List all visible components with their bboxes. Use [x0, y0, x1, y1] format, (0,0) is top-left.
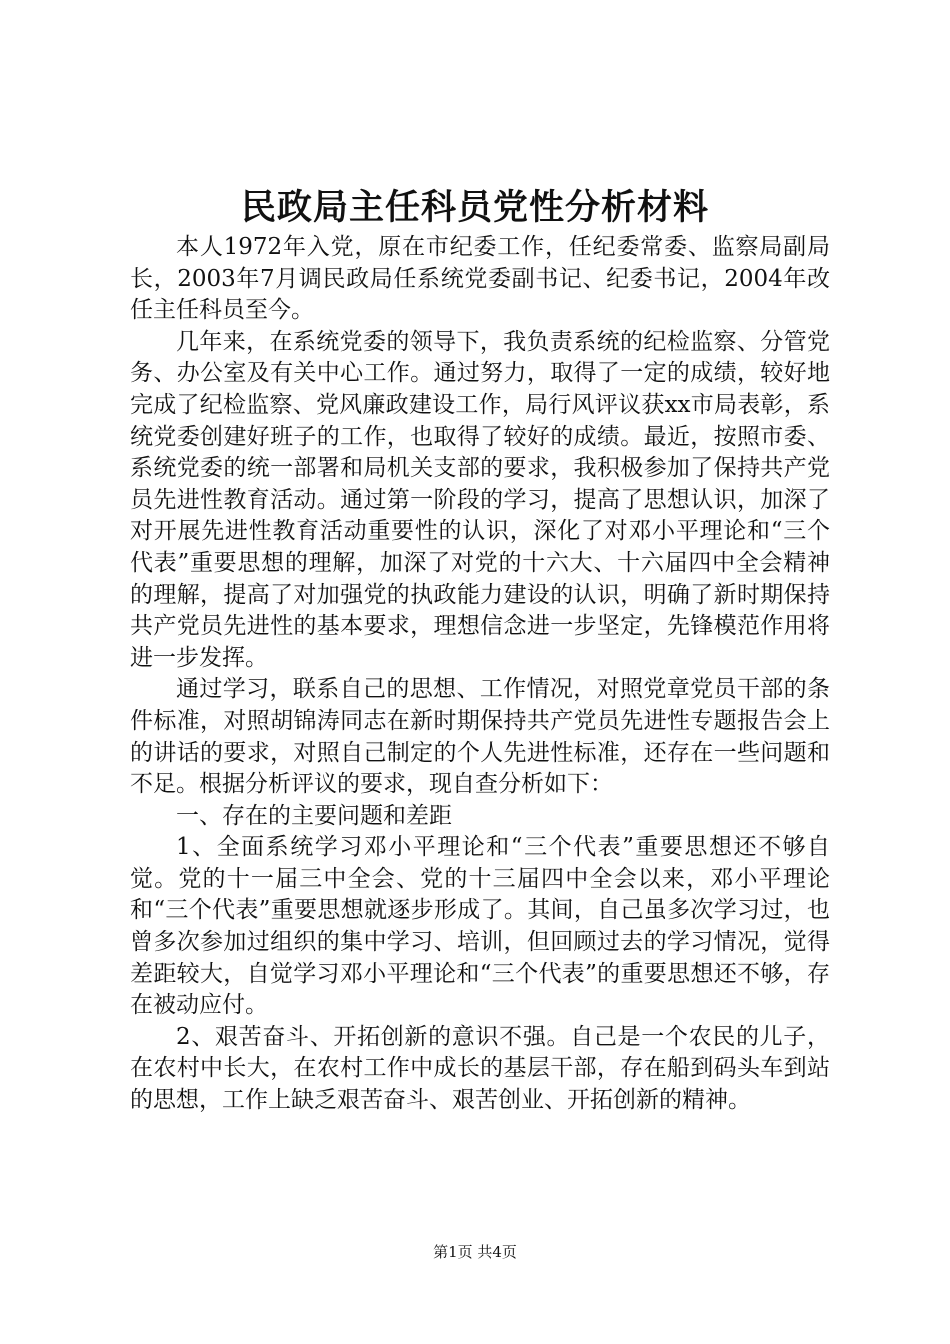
- paragraph-self-analysis: 通过学习，联系自己的思想、工作情况，对照党章党员干部的条件标准，对照胡锦涛同志在新时期保持共产党员先进性专题报告会上的讲话的要求，对照自己制定的个人先进性标准，还存在一些问题和不足。根据分析评议的要求，现自查分析如下：: [130, 676, 830, 798]
- paragraph-intro: 本人1972年入党，原在市纪委工作，任纪委常委、监察局副局长，2003年7月调民政局任系统党委副书记、纪委书记，2004年改任主任科员至今。: [130, 234, 830, 324]
- page-number-footer: 第1页 共4页: [433, 1243, 517, 1261]
- section-heading-problems: 一、存在的主要问题和差距: [176, 802, 452, 829]
- paragraph-problem-2: 2、艰苦奋斗、开拓创新的意识不强。自己是一个农民的儿子，在农村中长大，在农村工作中成长的基层干部，存在船到码头车到站的思想，工作上缺乏艰苦奋斗、艰苦创业、开拓创新的精神。: [130, 1023, 830, 1114]
- document-title: 民政局主任科员党性分析材料: [240, 187, 709, 228]
- paragraph-problem-1: 1、全面系统学习邓小平理论和“三个代表”重要思想还不够自觉。党的十一届三中全会、党的十三届四中全会以来，邓小平理论和“三个代表”重要思想就逐步形成了。其间，自己虽多次学习过，也曾多次参加过组织的集中学习、培训，但回顾过去的学习情况，觉得差距较大，自觉学习邓小平理论和“三个代表”的重要思想还不够，存在被动应付。: [130, 834, 830, 1019]
- document-body: [130, 232, 830, 1117]
- paragraph-work-summary: 几年来，在系统党委的领导下，我负责系统的纪检监察、分管党务、办公室及有关中心工作。通过努力，取得了一定的成绩，较好地完成了纪检监察、党风廉政建设工作，局行风评议获xx市局表彰，系统党委创建好班子的工作，也取得了较好的成绩。最近，按照市委、系统党委的统一部署和局机关支部的要求，我积极参加了保持共产党员先进性教育活动。通过第一阶段的学习，提高了思想认识，加深了对开展先进性教育活动重要性的认识，深化了对邓小平理论和“三个代表”重要思想的理解，加深了对党的十六大、十六届四中全会精神的理解，提高了对加强党的执政能力建设的认识，明确了新时期保持共产党员先进性的基本要求，理想信念进一步坚定，先锋模范作用将进一步发挥。: [130, 328, 830, 671]
